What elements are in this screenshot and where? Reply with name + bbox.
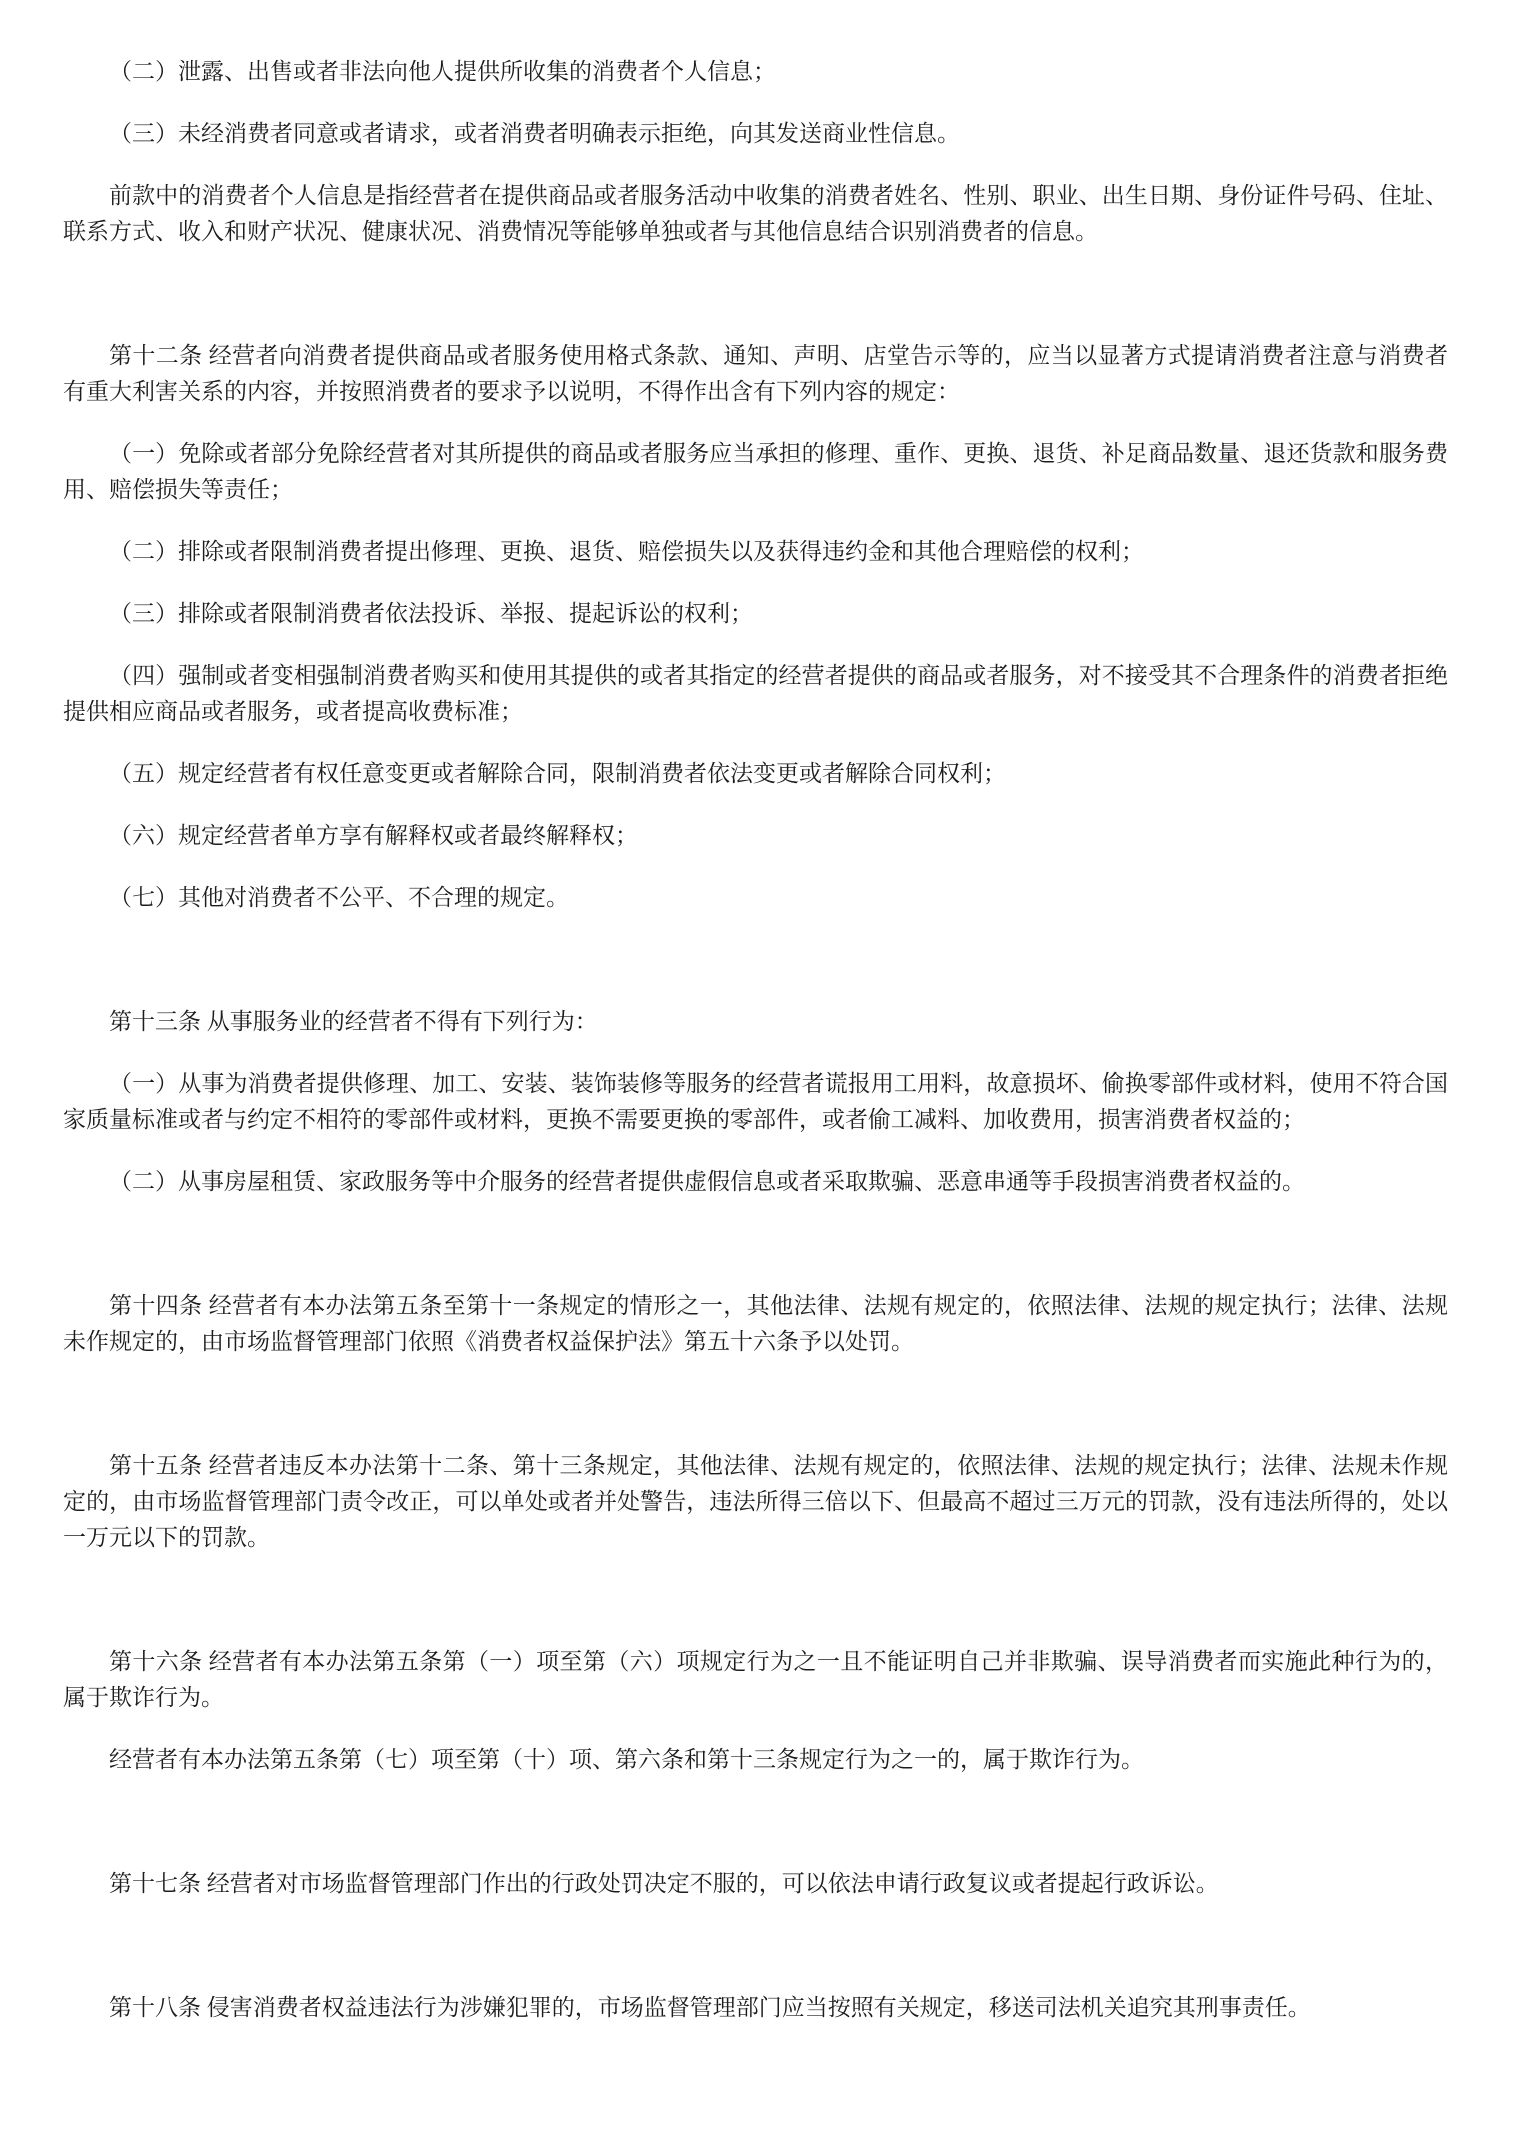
list-item-paragraph: （二）从事房屋租赁、家政服务等中介服务的经营者提供虚假信息或者采取欺骗、恶意串通等手段损害消费者权益的。 (109, 1169, 1305, 1194)
blank-line (63, 1582, 1448, 1618)
blank-line (63, 1928, 1448, 1964)
list-item-paragraph: （五）规定经营者有权任意变更或者解除合同，限制消费者依法变更或者解除合同权利； (109, 761, 1006, 786)
list-item-paragraph: （三）未经消费者同意或者请求，或者消费者明确表示拒绝，向其发送商业性信息。 (109, 121, 960, 146)
list-item-paragraph: （一）从事为消费者提供修理、加工、安装、装饰装修等服务的经营者谎报用工用料，故意损坏、偷换零部件或材料，使用不符合国家质量标准或者与约定不相符的零部件或材料，更换不需要更换的零部件，或者偷工减料、加收费用，损害消费者权益的； (63, 1071, 1448, 1132)
list-item-paragraph: （三）排除或者限制消费者依法投诉、举报、提起诉讼的权利； (109, 601, 753, 626)
body-paragraph: 经营者有本办法第五条第（七）项至第（十）项、第六条和第十三条规定行为之一的，属于欺诈行为。 (109, 1747, 1144, 1772)
blank-line (63, 942, 1448, 978)
article-paragraph: 第十三条 从事服务业的经营者不得有下列行为： (109, 1009, 598, 1034)
article-paragraph: 第十五条 经营者违反本办法第十二条、第十三条规定，其他法律、法规有规定的，依照法律、法规的规定执行；法律、法规未作规定的，由市场监督管理部门责令改正，可以单处或者并处警告，违法所得三倍以下、但最高不超过三万元的罚款，没有违法所得的，处以一万元以下的罚款。 (63, 1453, 1448, 1550)
blank-line (63, 1386, 1448, 1422)
article-paragraph: 第十七条 经营者对市场监督管理部门作出的行政处罚决定不服的，可以依法申请行政复议或者提起行政诉讼。 (109, 1871, 1219, 1896)
article-paragraph: 第十二条 经营者向消费者提供商品或者服务使用格式条款、通知、声明、店堂告示等的，应当以显著方式提请消费者注意与消费者有重大利害关系的内容，并按照消费者的要求予以说明，不得作出含有下列内容的规定： (63, 343, 1448, 404)
blank-line (63, 276, 1448, 312)
list-item-paragraph: （二）泄露、出售或者非法向他人提供所收集的消费者个人信息； (109, 59, 776, 84)
article-paragraph: 第十四条 经营者有本办法第五条至第十一条规定的情形之一，其他法律、法规有规定的，依照法律、法规的规定执行；法律、法规未作规定的，由市场监督管理部门依照《消费者权益保护法》第五十六条予以处罚。 (63, 1293, 1448, 1354)
article-paragraph: 第十六条 经营者有本办法第五条第（一）项至第（六）项规定行为之一且不能证明自己并非欺骗、误导消费者而实施此种行为的，属于欺诈行为。 (63, 1649, 1448, 1710)
blank-line (63, 1226, 1448, 1262)
blank-line (63, 1804, 1448, 1840)
list-item-paragraph: （六）规定经营者单方享有解释权或者最终解释权； (109, 823, 638, 848)
body-paragraph: 前款中的消费者个人信息是指经营者在提供商品或者服务活动中收集的消费者姓名、性别、职业、出生日期、身份证件号码、住址、联系方式、收入和财产状况、健康状况、消费情况等能够单独或者与其他信息结合识别消费者的信息。 (63, 183, 1448, 244)
article-paragraph: 第十八条 侵害消费者权益违法行为涉嫌犯罪的，市场监督管理部门应当按照有关规定，移送司法机关追究其刑事责任。 (109, 1995, 1311, 2020)
list-item-paragraph: （四）强制或者变相强制消费者购买和使用其提供的或者其指定的经营者提供的商品或者服务，对不接受其不合理条件的消费者拒绝提供相应商品或者服务，或者提高收费标准； (63, 663, 1448, 724)
list-item-paragraph: （二）排除或者限制消费者提出修理、更换、退货、赔偿损失以及获得违约金和其他合理赔偿的权利； (109, 539, 1144, 564)
list-item-paragraph: （一）免除或者部分免除经营者对其所提供的商品或者服务应当承担的修理、重作、更换、退货、补足商品数量、退还货款和服务费用、赔偿损失等责任； (63, 441, 1448, 502)
list-item-paragraph: （七）其他对消费者不公平、不合理的规定。 (109, 885, 569, 910)
